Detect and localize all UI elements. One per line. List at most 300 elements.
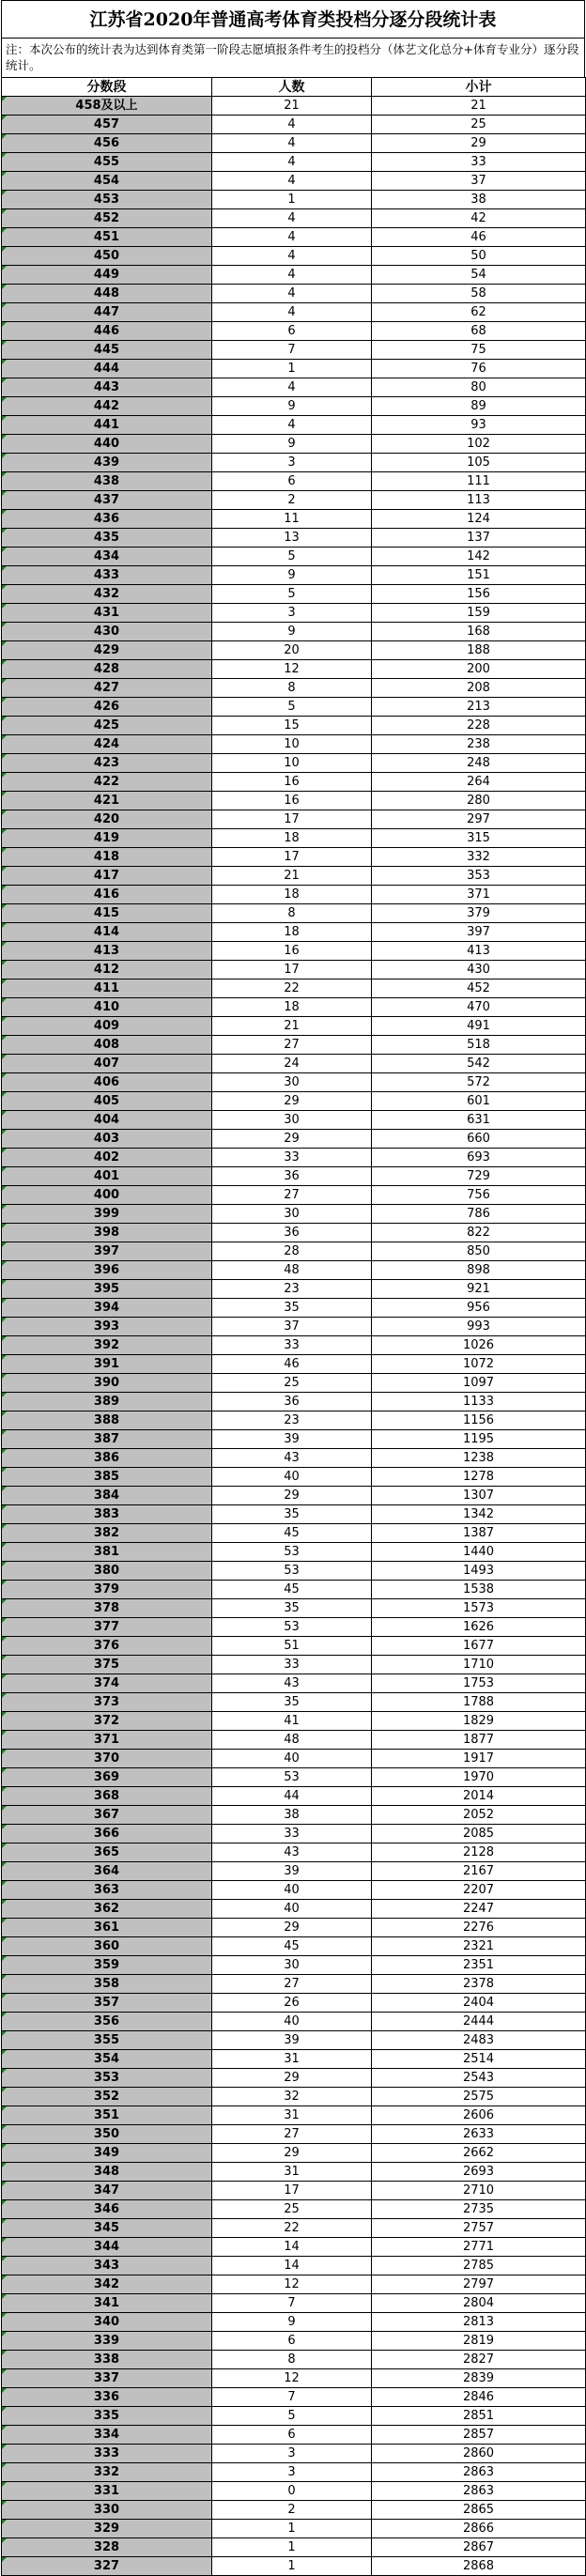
count-cell: 6 (212, 2332, 372, 2351)
score-cell: 433 (2, 566, 212, 585)
score-cell: 342 (2, 2275, 212, 2294)
score-cell: 407 (2, 1055, 212, 1073)
count-cell: 44 (212, 1787, 372, 1806)
count-cell: 43 (212, 1843, 372, 1862)
count-cell: 20 (212, 641, 372, 660)
table-row (2, 1881, 586, 1900)
cumulative-cell: 1626 (372, 1618, 586, 1637)
table-row (2, 1750, 586, 1768)
table-row (2, 2200, 586, 2219)
count-cell: 9 (212, 623, 372, 641)
cumulative-cell: 2085 (372, 1825, 586, 1843)
cumulative-cell: 2735 (372, 2200, 586, 2219)
cumulative-cell: 1026 (372, 1336, 586, 1355)
count-cell: 6 (212, 472, 372, 491)
table-header-row (2, 78, 586, 97)
count-cell: 6 (212, 322, 372, 341)
score-cell: 422 (2, 773, 212, 792)
score-cell: 445 (2, 341, 212, 360)
count-cell: 6 (212, 2426, 372, 2445)
count-cell: 14 (212, 2238, 372, 2257)
count-cell: 18 (212, 886, 372, 904)
table-row (2, 2463, 586, 2482)
cumulative-cell: 38 (372, 191, 586, 209)
cumulative-cell: 491 (372, 1017, 586, 1036)
count-cell: 22 (212, 2219, 372, 2238)
table-row (2, 2219, 586, 2238)
count-cell: 12 (212, 2369, 372, 2388)
table-row (2, 641, 586, 660)
table-row (2, 923, 586, 942)
score-cell: 447 (2, 303, 212, 322)
cumulative-cell: 2813 (372, 2313, 586, 2332)
table-row (2, 2332, 586, 2351)
table-row (2, 2369, 586, 2388)
count-cell: 36 (212, 1224, 372, 1242)
score-cell: 363 (2, 1881, 212, 1900)
cumulative-cell: 572 (372, 1073, 586, 1092)
table-row (2, 266, 586, 285)
score-cell: 381 (2, 1543, 212, 1562)
table-row (2, 2538, 586, 2557)
table-row (2, 2426, 586, 2445)
score-cell: 335 (2, 2407, 212, 2426)
table-row (2, 1017, 586, 1036)
table-row (2, 116, 586, 134)
cumulative-cell: 2014 (372, 1787, 586, 1806)
count-cell: 29 (212, 2144, 372, 2163)
cumulative-cell: 1307 (372, 1487, 586, 1505)
table-row (2, 2163, 586, 2182)
cumulative-cell: 2483 (372, 2031, 586, 2050)
table-row (2, 2351, 586, 2369)
table-row (2, 717, 586, 735)
cumulative-cell: 1677 (372, 1637, 586, 1656)
count-cell: 45 (212, 1937, 372, 1956)
table-row (2, 397, 586, 416)
cumulative-cell: 1195 (372, 1430, 586, 1449)
cumulative-cell: 822 (372, 1224, 586, 1242)
score-cell: 373 (2, 1693, 212, 1712)
table-row (2, 247, 586, 266)
score-cell: 399 (2, 1205, 212, 1224)
score-cell: 386 (2, 1449, 212, 1468)
score-cell: 344 (2, 2238, 212, 2257)
score-cell: 428 (2, 660, 212, 679)
cumulative-cell: 2846 (372, 2388, 586, 2407)
count-cell: 13 (212, 529, 372, 548)
score-cell: 426 (2, 698, 212, 717)
cumulative-cell: 430 (372, 961, 586, 979)
cumulative-cell: 75 (372, 341, 586, 360)
cumulative-cell: 898 (372, 1261, 586, 1280)
count-cell: 27 (212, 1975, 372, 1994)
table-row (2, 2275, 586, 2294)
cumulative-cell: 142 (372, 548, 586, 566)
score-cell: 413 (2, 942, 212, 961)
count-cell: 7 (212, 2388, 372, 2407)
score-cell: 415 (2, 904, 212, 923)
count-cell: 29 (212, 1919, 372, 1937)
table-row (2, 2482, 586, 2501)
table-row (2, 848, 586, 867)
score-cell: 435 (2, 529, 212, 548)
count-cell: 3 (212, 2445, 372, 2463)
cumulative-cell: 248 (372, 754, 586, 773)
score-cell: 332 (2, 2463, 212, 2482)
count-cell: 4 (212, 228, 372, 247)
score-cell: 438 (2, 472, 212, 491)
score-cell: 421 (2, 792, 212, 810)
table-row (2, 2407, 586, 2426)
score-cell: 402 (2, 1149, 212, 1167)
cumulative-cell: 2771 (372, 2238, 586, 2257)
cumulative-cell: 111 (372, 472, 586, 491)
cumulative-cell: 2710 (372, 2182, 586, 2200)
score-cell: 333 (2, 2445, 212, 2463)
score-cell: 453 (2, 191, 212, 209)
table-row (2, 1543, 586, 1562)
table-row (2, 1731, 586, 1750)
count-cell: 31 (212, 2050, 372, 2069)
cumulative-cell: 729 (372, 1167, 586, 1186)
cumulative-cell: 2863 (372, 2482, 586, 2501)
cumulative-cell: 151 (372, 566, 586, 585)
table-row (2, 153, 586, 172)
count-cell: 51 (212, 1637, 372, 1656)
cumulative-cell: 2819 (372, 2332, 586, 2351)
table-row (2, 1768, 586, 1787)
count-cell: 14 (212, 2257, 372, 2275)
table-row (2, 1712, 586, 1731)
table-row (2, 510, 586, 529)
table-row (2, 2106, 586, 2125)
score-cell: 451 (2, 228, 212, 247)
score-cell: 398 (2, 1224, 212, 1242)
table-row (2, 1205, 586, 1224)
cumulative-cell: 631 (372, 1111, 586, 1130)
cumulative-cell: 2839 (372, 2369, 586, 2388)
count-cell: 24 (212, 1055, 372, 1073)
cumulative-cell: 2606 (372, 2106, 586, 2125)
table-row (2, 360, 586, 378)
count-cell: 31 (212, 2163, 372, 2182)
cumulative-cell: 693 (372, 1149, 586, 1167)
cumulative-cell: 21 (372, 97, 586, 116)
score-cell: 429 (2, 641, 212, 660)
count-cell: 16 (212, 773, 372, 792)
score-cell: 431 (2, 604, 212, 623)
count-cell: 29 (212, 2069, 372, 2088)
score-cell: 343 (2, 2257, 212, 2275)
count-cell: 5 (212, 698, 372, 717)
cumulative-cell: 2662 (372, 2144, 586, 2163)
count-cell: 16 (212, 792, 372, 810)
count-cell: 43 (212, 1674, 372, 1693)
table-row (2, 1487, 586, 1505)
cumulative-cell: 2757 (372, 2219, 586, 2238)
count-cell: 25 (212, 2200, 372, 2219)
count-cell: 53 (212, 1618, 372, 1637)
cumulative-cell: 58 (372, 285, 586, 303)
count-cell: 29 (212, 1487, 372, 1505)
cumulative-cell: 2693 (372, 2163, 586, 2182)
cumulative-cell: 168 (372, 623, 586, 641)
score-cell: 444 (2, 360, 212, 378)
table-row (2, 1318, 586, 1336)
cumulative-cell: 1072 (372, 1355, 586, 1374)
table-row (2, 1242, 586, 1261)
table-row (2, 1149, 586, 1167)
count-cell: 38 (212, 1806, 372, 1825)
score-distribution-sheet (1, 0, 585, 2576)
table-row (2, 1862, 586, 1881)
table-row (2, 1900, 586, 1919)
cumulative-cell: 2804 (372, 2294, 586, 2313)
score-cell: 452 (2, 209, 212, 228)
count-cell: 43 (212, 1449, 372, 1468)
cumulative-cell: 379 (372, 904, 586, 923)
score-cell: 419 (2, 829, 212, 848)
score-cell: 340 (2, 2313, 212, 2332)
score-cell: 403 (2, 1130, 212, 1149)
cumulative-cell: 2404 (372, 1994, 586, 2013)
cumulative-cell: 2167 (372, 1862, 586, 1881)
cumulative-cell: 2514 (372, 2050, 586, 2069)
count-cell: 29 (212, 1092, 372, 1111)
cumulative-cell: 850 (372, 1242, 586, 1261)
count-cell: 35 (212, 1693, 372, 1712)
score-cell: 369 (2, 1768, 212, 1787)
score-cell: 390 (2, 1374, 212, 1393)
cumulative-cell: 2247 (372, 1900, 586, 1919)
score-cell: 424 (2, 735, 212, 754)
count-cell: 4 (212, 134, 372, 153)
table-row (2, 961, 586, 979)
cumulative-cell: 2860 (372, 2445, 586, 2463)
table-row (2, 378, 586, 397)
cumulative-cell: 315 (372, 829, 586, 848)
table-row (2, 1599, 586, 1618)
page-title: 江苏省2020年普通高考体育类投档分逐分段统计表 (1, 0, 585, 38)
count-cell: 9 (212, 397, 372, 416)
count-cell: 53 (212, 1768, 372, 1787)
table-row (2, 1092, 586, 1111)
count-cell: 7 (212, 2294, 372, 2313)
count-cell: 4 (212, 303, 372, 322)
count-cell: 5 (212, 585, 372, 604)
score-cell: 359 (2, 1956, 212, 1975)
score-cell: 366 (2, 1825, 212, 1843)
table-row (2, 2520, 586, 2538)
count-cell: 45 (212, 1524, 372, 1543)
table-row (2, 1111, 586, 1130)
cumulative-cell: 42 (372, 209, 586, 228)
cumulative-cell: 1238 (372, 1449, 586, 1468)
count-cell: 9 (212, 566, 372, 585)
score-table (1, 77, 586, 2576)
count-cell: 48 (212, 1731, 372, 1750)
score-cell: 354 (2, 2050, 212, 2069)
cumulative-cell: 2863 (372, 2463, 586, 2482)
table-row (2, 1073, 586, 1092)
count-cell: 3 (212, 604, 372, 623)
count-cell: 2 (212, 491, 372, 510)
table-row (2, 566, 586, 585)
cumulative-cell: 993 (372, 1318, 586, 1336)
count-cell: 8 (212, 2351, 372, 2369)
table-row (2, 1656, 586, 1674)
cumulative-cell: 518 (372, 1036, 586, 1055)
cumulative-cell: 1387 (372, 1524, 586, 1543)
count-cell: 28 (212, 1242, 372, 1261)
count-cell: 10 (212, 754, 372, 773)
count-cell: 4 (212, 116, 372, 134)
cumulative-cell: 1133 (372, 1393, 586, 1411)
score-cell: 327 (2, 2557, 212, 2576)
cumulative-cell: 159 (372, 604, 586, 623)
count-cell: 4 (212, 172, 372, 191)
table-row (2, 1919, 586, 1937)
score-cell: 439 (2, 454, 212, 472)
score-cell: 409 (2, 1017, 212, 1036)
cumulative-cell: 1877 (372, 1731, 586, 1750)
score-cell: 380 (2, 1562, 212, 1581)
table-row (2, 1975, 586, 1994)
score-cell: 393 (2, 1318, 212, 1336)
score-cell: 348 (2, 2163, 212, 2182)
score-cell: 455 (2, 153, 212, 172)
score-cell: 396 (2, 1261, 212, 1280)
table-row (2, 2182, 586, 2200)
count-cell: 39 (212, 1430, 372, 1449)
table-row (2, 735, 586, 754)
table-row (2, 2445, 586, 2463)
cumulative-cell: 50 (372, 247, 586, 266)
table-row (2, 904, 586, 923)
cumulative-cell: 601 (372, 1092, 586, 1111)
score-cell: 362 (2, 1900, 212, 1919)
count-cell: 9 (212, 2313, 372, 2332)
count-cell: 0 (212, 2482, 372, 2501)
cumulative-cell: 2785 (372, 2257, 586, 2275)
table-row (2, 623, 586, 641)
count-cell: 15 (212, 717, 372, 735)
table-row (2, 2257, 586, 2275)
cumulative-cell: 1538 (372, 1581, 586, 1599)
score-cell: 391 (2, 1355, 212, 1374)
score-cell: 375 (2, 1656, 212, 1674)
count-cell: 16 (212, 942, 372, 961)
table-row (2, 2031, 586, 2050)
table-row (2, 1055, 586, 1073)
score-cell: 341 (2, 2294, 212, 2313)
table-row (2, 2557, 586, 2576)
table-row (2, 285, 586, 303)
table-row (2, 1618, 586, 1637)
count-cell: 17 (212, 2182, 372, 2200)
count-cell: 1 (212, 191, 372, 209)
table-row (2, 1825, 586, 1843)
score-cell: 418 (2, 848, 212, 867)
score-cell: 441 (2, 416, 212, 435)
table-row (2, 1562, 586, 1581)
count-cell: 23 (212, 1280, 372, 1299)
cumulative-cell: 2351 (372, 1956, 586, 1975)
cumulative-cell: 2827 (372, 2351, 586, 2369)
cumulative-cell: 2633 (372, 2125, 586, 2144)
count-cell: 1 (212, 2538, 372, 2557)
cumulative-cell: 213 (372, 698, 586, 717)
count-cell: 40 (212, 1468, 372, 1487)
count-cell: 18 (212, 829, 372, 848)
score-cell: 454 (2, 172, 212, 191)
count-cell: 1 (212, 2520, 372, 2538)
cumulative-cell: 1156 (372, 1411, 586, 1430)
table-row (2, 1524, 586, 1543)
table-note: 注：本次公布的统计表为达到体育类第一阶段志愿填报条件考生的投档分（体艺文化总分+体育专业分）逐分段统计。 (1, 38, 585, 77)
table-row (2, 491, 586, 510)
table-row (2, 1261, 586, 1280)
cumulative-cell: 264 (372, 773, 586, 792)
cumulative-cell: 2868 (372, 2557, 586, 2576)
cumulative-cell: 37 (372, 172, 586, 191)
table-row (2, 97, 586, 116)
cumulative-cell: 80 (372, 378, 586, 397)
count-cell: 33 (212, 1656, 372, 1674)
table-row (2, 1430, 586, 1449)
score-cell: 423 (2, 754, 212, 773)
score-cell: 437 (2, 491, 212, 510)
table-row (2, 2050, 586, 2069)
cumulative-cell: 54 (372, 266, 586, 285)
count-cell: 4 (212, 416, 372, 435)
score-cell: 337 (2, 2369, 212, 2388)
score-cell: 331 (2, 2482, 212, 2501)
score-cell: 379 (2, 1581, 212, 1599)
count-cell: 4 (212, 285, 372, 303)
count-cell: 27 (212, 1036, 372, 1055)
count-cell: 21 (212, 867, 372, 886)
score-cell: 349 (2, 2144, 212, 2163)
table-row (2, 1637, 586, 1656)
cumulative-cell: 1573 (372, 1599, 586, 1618)
score-cell: 382 (2, 1524, 212, 1543)
cumulative-cell: 2575 (372, 2088, 586, 2106)
score-cell: 329 (2, 2520, 212, 2538)
count-cell: 17 (212, 810, 372, 829)
count-cell: 9 (212, 435, 372, 454)
count-cell: 21 (212, 97, 372, 116)
count-cell: 7 (212, 341, 372, 360)
table-row (2, 792, 586, 810)
count-cell: 18 (212, 923, 372, 942)
table-row (2, 585, 586, 604)
score-cell: 434 (2, 548, 212, 566)
cumulative-cell: 228 (372, 717, 586, 735)
table-row (2, 2069, 586, 2088)
table-row (2, 604, 586, 623)
table-row (2, 2125, 586, 2144)
cumulative-cell: 2865 (372, 2501, 586, 2520)
table-row (2, 2088, 586, 2106)
cumulative-cell: 2128 (372, 1843, 586, 1862)
count-cell: 8 (212, 679, 372, 698)
cumulative-cell: 1917 (372, 1750, 586, 1768)
cumulative-cell: 1710 (372, 1656, 586, 1674)
table-row (2, 698, 586, 717)
table-row (2, 2294, 586, 2313)
